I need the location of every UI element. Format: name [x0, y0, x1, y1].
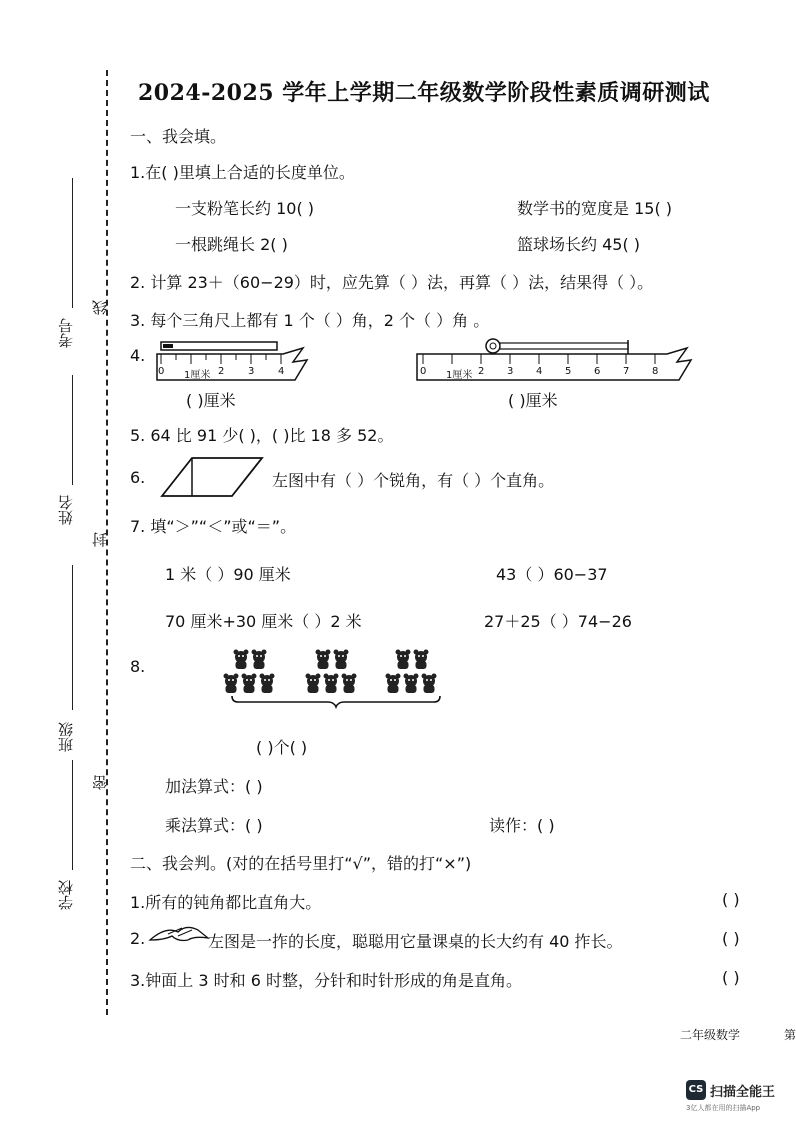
margin-label-school: 学校 [57, 880, 75, 910]
q7-item-b: 43（ ）60−37 [496, 565, 608, 584]
q4-answer-1: ( )厘米 [186, 391, 236, 410]
q6-text: 左图中有（ ）个锐角，有（ ）个直角。 [272, 471, 555, 490]
ruler-2-tick-6: 6 [594, 366, 601, 377]
q8-blank: ( )个( ) [256, 738, 308, 757]
margin-label-class: 班级 [57, 722, 75, 752]
q1-item-c: 一根跳绳长 2( ) [175, 235, 288, 254]
q8-number: 8. [130, 657, 146, 676]
q4-answer-2: ( )厘米 [508, 391, 558, 410]
ruler-1-figure [155, 338, 320, 383]
margin-line-class [72, 565, 73, 710]
ruler-2-tick-3: 3 [507, 366, 514, 377]
bear-groups-figure [218, 646, 450, 708]
s2-q1-text: 1.所有的钝角都比直角大。 [130, 893, 322, 912]
footer-page-partial: 第 [784, 1028, 796, 1042]
q6-number: 6. [130, 468, 146, 487]
cut-mark-mi: 密 [91, 775, 109, 790]
q7-stem: 7. 填“＞”“＜”或“＝”。 [130, 517, 297, 536]
q4-number: 4. [130, 346, 146, 365]
footer-subject: 二年级数学 [680, 1028, 741, 1042]
margin-line-school [72, 760, 73, 870]
scanner-app-name: 扫描全能王 [710, 1085, 776, 1100]
s2-q2-text: 左图是一拃的长度，聪聪用它量课桌的长大约有 40 拃长。 [208, 932, 623, 951]
scanner-app-subtitle: 3亿人都在用的扫描App [686, 1104, 761, 1112]
q3-text: 3. 每个三角尺上都有 1 个（ ）角，2 个（ ）角 。 [130, 311, 490, 330]
ruler-2-tick-1: 1厘米 [446, 370, 473, 381]
q1-item-d: 篮球场长约 45( ) [517, 235, 641, 254]
q1-item-b: 数学书的宽度是 15( ) [517, 199, 673, 218]
hand-span-figure [148, 922, 210, 944]
q2-text: 2. 计算 23＋（60−29）时，应先算（ ）法，再算（ ）法，结果得（ ）。 [130, 273, 654, 292]
ruler-1-tick-3: 3 [248, 366, 255, 377]
ruler-1-tick-1: 1厘米 [184, 370, 211, 381]
ruler-2-tick-0: 0 [420, 366, 427, 377]
ruler-2-tick-5: 5 [565, 366, 572, 377]
ruler-1-tick-0: 0 [158, 366, 165, 377]
q1-stem: 1.在( )里填上合适的长度单位。 [130, 163, 355, 182]
scanner-app-badge [686, 1080, 706, 1100]
ruler-2-tick-4: 4 [536, 366, 543, 377]
s2-q2-number: 2. [130, 929, 146, 948]
q5-text: 5. 64 比 91 少( )，( )比 18 多 52。 [130, 426, 394, 445]
ruler-1-tick-2: 2 [218, 366, 225, 377]
margin-label-exam-number: 考号 [57, 318, 75, 348]
q7-item-d: 27＋25（ ）74−26 [484, 612, 632, 631]
scanner-app-badge-text: CS [688, 1084, 704, 1095]
s2-q2-paren: ( ) [722, 929, 740, 948]
q8-multiplication: 乘法算式：( ) [165, 816, 263, 835]
margin-label-name: 姓名 [57, 495, 75, 525]
s2-q1-paren: ( ) [722, 890, 740, 909]
cut-mark-feng: 封 [91, 532, 109, 547]
q8-reading: 读作：( ) [489, 816, 555, 835]
margin-line-exam-number [72, 178, 73, 308]
cut-mark-xian: 线 [91, 300, 109, 315]
q7-item-c: 70 厘米+30 厘米（ ）2 米 [165, 612, 362, 631]
section1-heading: 一、我会填。 [130, 127, 227, 146]
page-title: 2024-2025 学年上学期二年级数学阶段性素质调研测试 [138, 80, 710, 106]
parallelogram-figure [160, 456, 264, 498]
s2-q3-text: 3.钟面上 3 时和 6 时整，分针和时针形成的角是直角。 [130, 971, 522, 990]
ruler-2-tick-7: 7 [623, 366, 630, 377]
ruler-2-tick-8: 8 [652, 366, 659, 377]
section2-heading: 二、我会判。(对的在括号里打“√”，错的打“×”) [130, 854, 472, 873]
q8-addition: 加法算式：( ) [165, 777, 263, 796]
ruler-1-tick-4: 4 [278, 366, 285, 377]
q1-item-a: 一支粉笔长约 10( ) [175, 199, 315, 218]
s2-q3-paren: ( ) [722, 968, 740, 987]
q7-item-a: 1 米（ ）90 厘米 [165, 565, 291, 584]
ruler-2-tick-2: 2 [478, 366, 485, 377]
margin-line-name [72, 375, 73, 485]
